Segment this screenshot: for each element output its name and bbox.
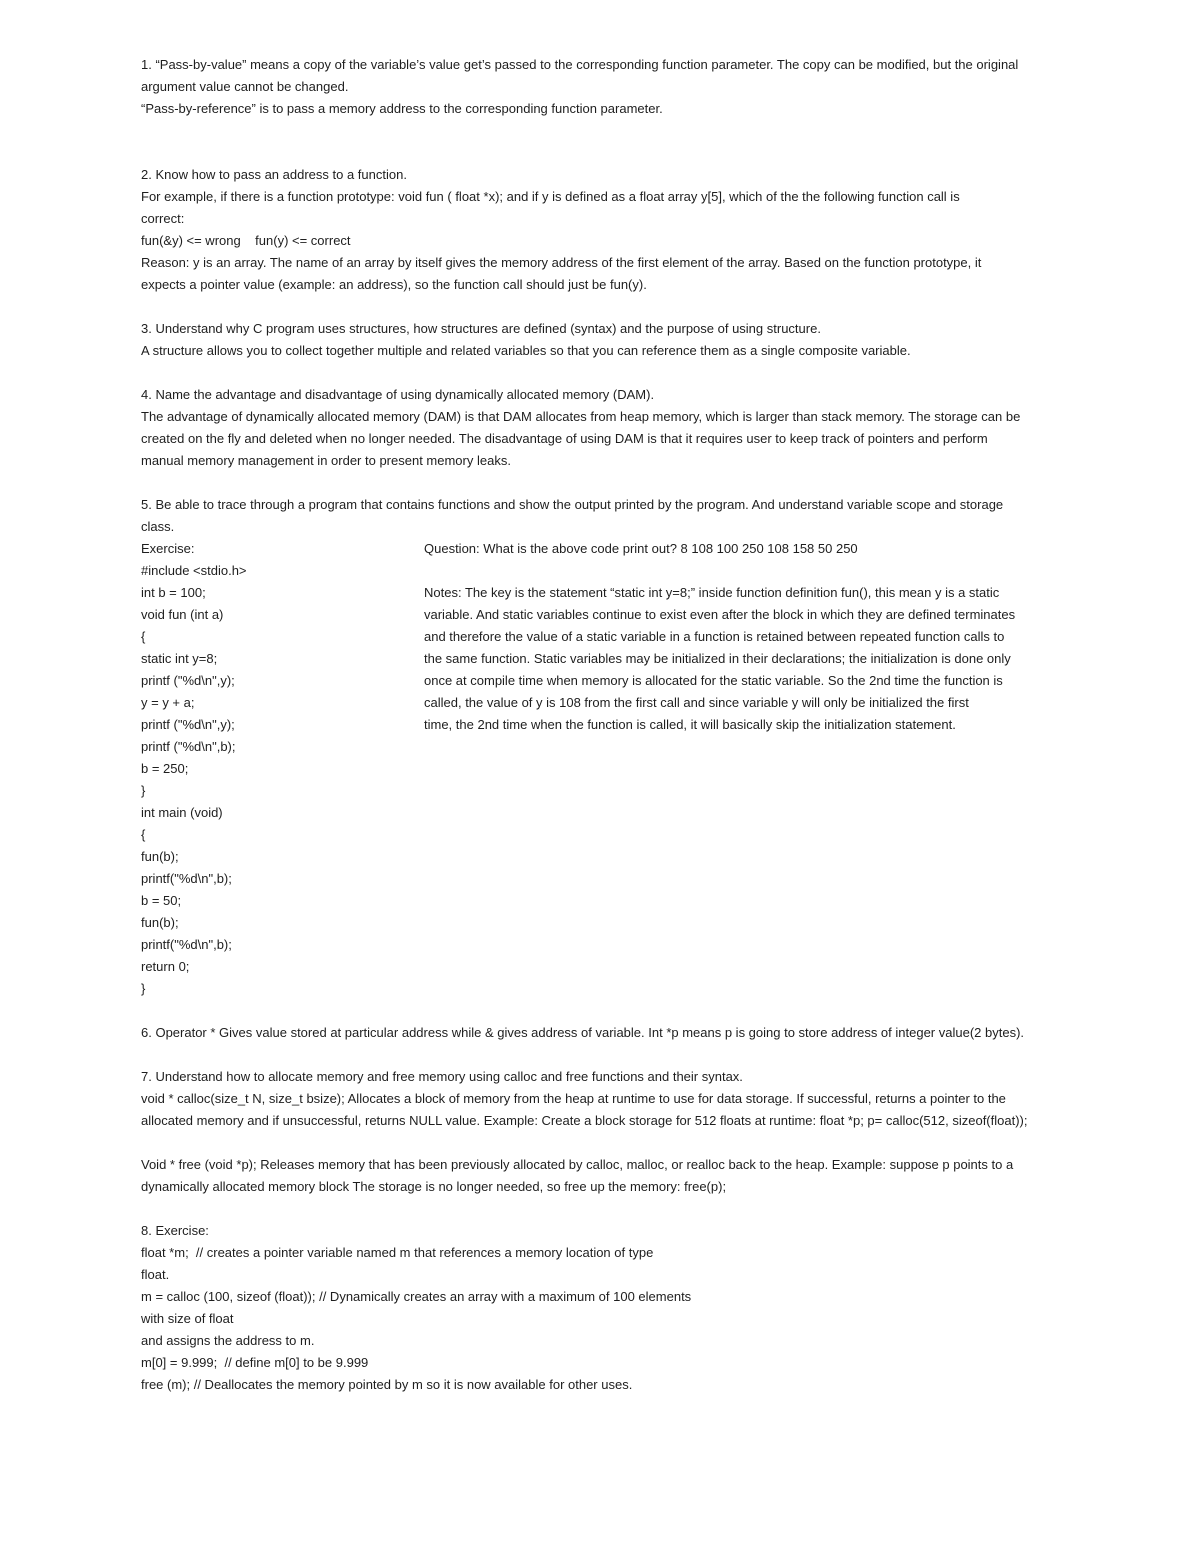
text-line: 1. “Pass-by-value” means a copy of the variable’s value get’s passed to the corresponding function parameter. The copy can be modified, but the original [141,57,1019,72]
spacer [141,142,1071,164]
code-line: printf("%d\n",b); [141,871,232,886]
code-line: printf ("%d\n",b); [141,739,236,754]
text-line: expects a pointer value (example: an address), so the function call should just be fun(y). [141,277,647,292]
spacer [141,296,1071,318]
text-line: class. [141,519,175,534]
code-line: } [141,783,146,798]
exercise-block [141,538,1071,1000]
code-line: printf ("%d\n",y); [141,673,235,688]
text-line: void * calloc(size_t N, size_t bsize); Allocates a block of memory from the heap at runtime to use for data storage. If successful, returns a pointer to the [141,1091,1006,1106]
section-2-pass-address [141,164,1071,296]
section-3-structures [141,318,1071,362]
text-line: “Pass-by-reference” is to pass a memory address to the corresponding function parameter. [141,101,663,116]
text-line: and assigns the address to m. [141,1333,315,1348]
notes-line: time, the 2nd time when the function is called, it will basically skip the initialization statement. [424,717,956,732]
notes-line: called, the value of y is 108 from the first call and since variable y will only be initialized the first [424,695,969,710]
notes-line: once at compile time when memory is allocated for the static variable. So the 2nd time the function is [424,673,1003,688]
text-line: float *m; // creates a pointer variable named m that references a memory location of type [141,1245,654,1260]
code-line: fun(b); [141,849,179,864]
code-listing [141,538,421,1000]
text-line: argument value cannot be changed. [141,79,349,94]
code-line: fun(b); [141,915,179,930]
text-line: 2. Know how to pass an address to a function. [141,167,407,182]
notes-line: the same function. Static variables may be initialized in their declarations; the initialization is done only [424,651,1011,666]
spacer [141,362,1071,384]
text-line: m = calloc (100, sizeof (float)); // Dynamically creates an array with a maximum of 100 elements [141,1289,692,1304]
text-line: 3. Understand why C program uses structures, how structures are defined (syntax) and the purpose of using structure. [141,321,821,336]
section-1-pass-by-value [141,54,1071,120]
code-line: void fun (int a) [141,607,224,622]
section-7-calloc-free [141,1066,1071,1198]
text-line: Void * free (void *p); Releases memory that has been previously allocated by calloc, malloc, or realloc back to the heap. Example: suppose p points to a [141,1157,1014,1172]
text-line: A structure allows you to collect together multiple and related variables so that you can reference them as a single composite variable. [141,343,911,358]
text-line: correct: [141,211,185,226]
text-line: For example, if there is a function prototype: void fun ( float *x); and if y is defined as a float array y[5], which of the the following function call is [141,189,960,204]
spacer [141,120,1071,142]
code-line: return 0; [141,959,190,974]
notes-line: variable. And static variables continue to exist even after the block in which they are defined terminates [424,607,1016,622]
text-line: Reason: y is an array. The name of an array by itself gives the memory address of the first element of the array. Based on the function prototype, it [141,255,982,270]
text-line: float. [141,1267,170,1282]
text-line: with size of float [141,1311,234,1326]
document-body [141,54,1071,1396]
text-line: 5. Be able to trace through a program that contains functions and show the output printed by the program. And understand variable scope and storage [141,497,1004,512]
text-line: manual memory management in order to present memory leaks. [141,453,511,468]
text-line: fun(&y) <= wrong fun(y) <= correct [141,233,351,248]
text-line: 7. Understand how to allocate memory and free memory using calloc and free functions and their syntax. [141,1069,743,1084]
code-line: int main (void) [141,805,223,820]
text-line: created on the fly and deleted when no longer needed. The disadvantage of using DAM is that it requires user to keep track of pointers and perform [141,431,988,446]
code-line: b = 250; [141,761,189,776]
text-line: free (m); // Deallocates the memory pointed by m so it is now available for other uses. [141,1377,633,1392]
section-6-operators [141,1022,1071,1044]
notes-line: Notes: The key is the statement “static int y=8;” inside function definition fun(), this mean y is a static [424,585,1000,600]
spacer [424,560,1074,582]
spacer [141,1044,1071,1066]
section-4-dam [141,384,1071,472]
text-line: 8. Exercise: [141,1223,209,1238]
code-line: printf("%d\n",b); [141,937,232,952]
text-line: 6. Operator * Gives value stored at particular address while & gives address of variable. Int *p means p is going to store address of integer value(2 bytes). [141,1025,1025,1040]
section-8-exercise [141,1220,1071,1396]
answer-notes [424,538,1074,736]
code-line: Exercise: [141,541,195,556]
code-line: #include <stdio.h> [141,563,247,578]
code-line: } [141,981,146,996]
text-line: dynamically allocated memory block The storage is no longer needed, so free up the memory: free(p); [141,1179,727,1194]
spacer [141,1132,1071,1154]
code-line: static int y=8; [141,651,218,666]
code-line: printf ("%d\n",y); [141,717,235,732]
spacer [141,1000,1071,1022]
spacer [141,1198,1071,1220]
text-line: The advantage of dynamically allocated memory (DAM) is that DAM allocates from heap memory, which is larger than stack memory. The storage can be [141,409,1021,424]
text-line: 4. Name the advantage and disadvantage of using dynamically allocated memory (DAM). [141,387,655,402]
question-line: Question: What is the above code print out? 8 108 100 250 108 158 50 250 [424,541,858,556]
section-5-trace-program [141,494,1071,1000]
code-line: { [141,827,146,842]
code-line: b = 50; [141,893,182,908]
code-line: int b = 100; [141,585,206,600]
code-line: y = y + a; [141,695,195,710]
code-line: { [141,629,146,644]
spacer [141,472,1071,494]
text-line: m[0] = 9.999; // define m[0] to be 9.999 [141,1355,369,1370]
text-line: allocated memory and if unsuccessful, returns NULL value. Example: Create a block storage for 512 floats at runtime: float *p; p= calloc(512, sizeof(float)); [141,1113,1028,1128]
notes-line: and therefore the value of a static variable in a function is retained between repeated function calls to [424,629,1005,644]
